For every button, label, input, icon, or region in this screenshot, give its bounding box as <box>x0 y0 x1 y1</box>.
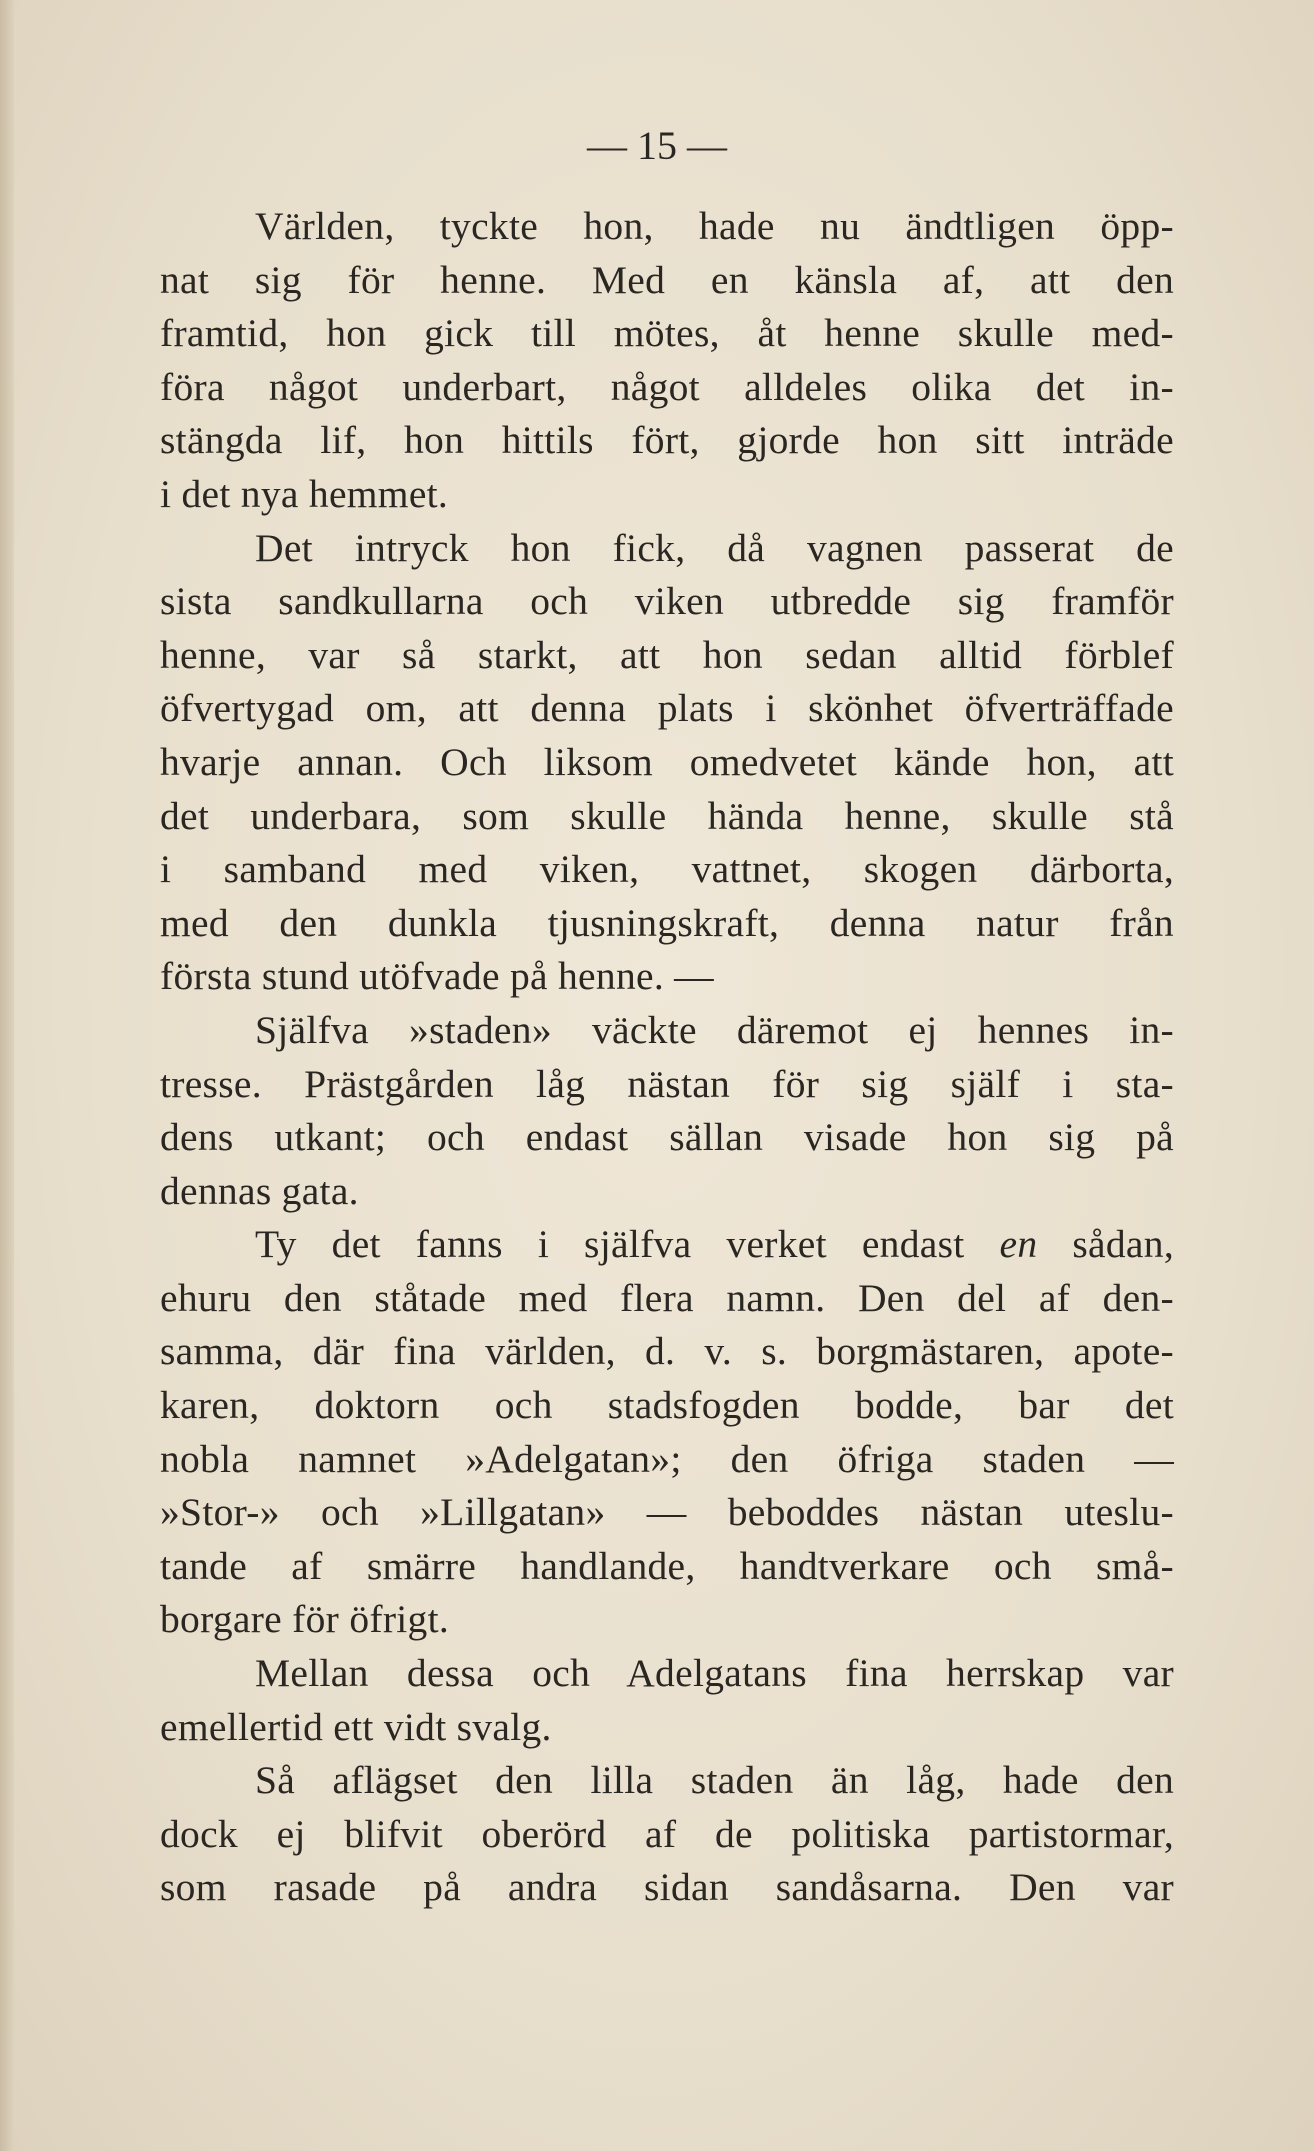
text-line: nat sig för henne. Med en känsla af, att den <box>160 257 1174 302</box>
text-line: emellertid ett vidt svalg. <box>160 1704 552 1749</box>
body-text <box>160 200 1174 1915</box>
text-line: henne, var så starkt, att hon sedan alltid förblef <box>160 632 1174 677</box>
text-line: dennas gata. <box>160 1168 359 1213</box>
text-line: stängda lif, hon hittils fört, gjorde hon sitt inträde <box>160 418 1174 463</box>
text-line: »Stor-» och »Lillgatan» — beboddes nästan uteslu- <box>160 1490 1174 1535</box>
text-line: i det nya hemmet. <box>160 471 449 516</box>
text-line: dens utkant; och endast sällan visade hon sig på <box>160 1115 1174 1160</box>
text-line: karen, doktorn och stadsfogden bodde, bar det <box>160 1383 1174 1428</box>
text-line: första stund utöfvade på henne. — <box>160 954 714 999</box>
text-line: dock ej blifvit oberörd af de politiska partistormar, <box>160 1811 1174 1856</box>
text-segment: Ty det fanns i själfva verket endast <box>255 1222 1000 1267</box>
text-line: Så aflägset den lilla staden än låg, hade den <box>255 1758 1174 1803</box>
text-line: det underbara, som skulle hända henne, skulle stå <box>160 793 1174 838</box>
text-line: Världen, tyckte hon, hade nu ändtligen öpp- <box>255 204 1174 248</box>
text-line: tande af smärre handlande, handtverkare och små- <box>160 1543 1174 1588</box>
text-line: sista sandkullarna och viken utbredde sig framför <box>160 579 1174 624</box>
text-line: nobla namnet »Adelgatan»; den öfriga staden — <box>160 1436 1174 1481</box>
text-line: öfvertygad om, att denna plats i skönhet öfverträffade <box>160 686 1174 731</box>
text-line: Själfva »staden» väckte däremot ej hennes in- <box>255 1007 1174 1052</box>
text-line: med den dunkla tjusningskraft, denna natur från <box>160 900 1174 945</box>
text-line: i samband med viken, vattnet, skogen därborta, <box>160 847 1174 892</box>
text-line: framtid, hon gick till mötes, åt henne skulle med- <box>160 311 1174 356</box>
page-binding-edge <box>0 0 14 2151</box>
text-line: samma, där fina världen, d. v. s. borgmästaren, apote- <box>160 1329 1174 1374</box>
text-line: hvarje annan. Och liksom omedvetet kände hon, att <box>160 739 1174 784</box>
text-line <box>160 1218 1174 1272</box>
text-line: föra något underbart, något alldeles olika det in- <box>160 364 1174 409</box>
text-line: Mellan dessa och Adelgatans fina herrskap var <box>255 1651 1174 1696</box>
text-line: borgare för öfrigt. <box>160 1597 450 1642</box>
text-line: Det intryck hon fick, då vagnen passerat de <box>255 525 1174 570</box>
italic-emphasis: en <box>999 1222 1038 1267</box>
text-line: ehuru den ståtade med flera namn. Den del af den- <box>160 1275 1174 1320</box>
page-number: — 15 — <box>587 123 727 168</box>
text-line: som rasade på andra sidan sandåsarna. Den var <box>160 1865 1174 1910</box>
text-line: tresse. Prästgården låg nästan för sig själf i sta- <box>160 1061 1174 1106</box>
text-segment: sådan, <box>1037 1222 1174 1267</box>
